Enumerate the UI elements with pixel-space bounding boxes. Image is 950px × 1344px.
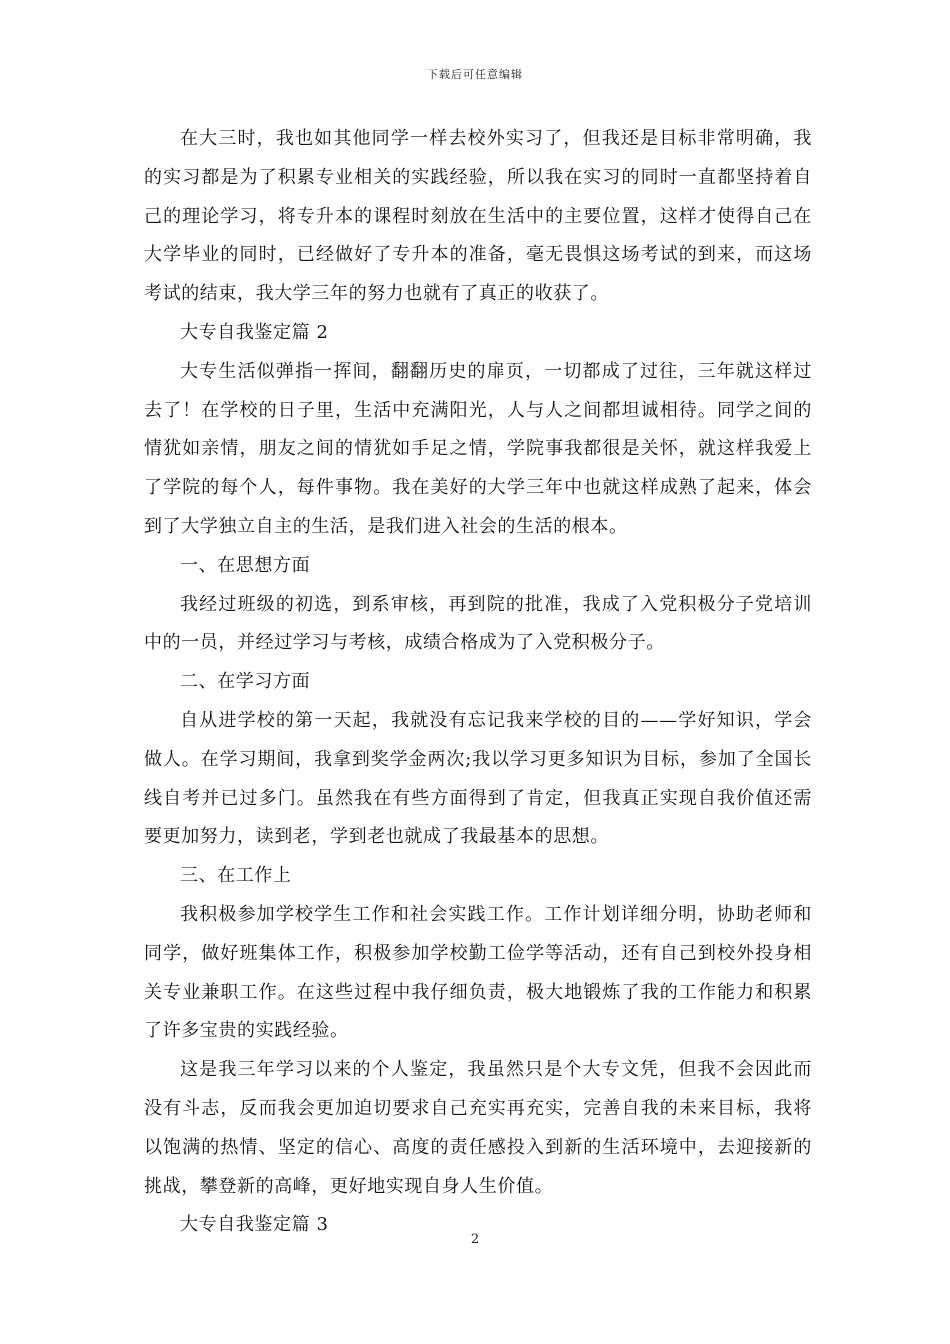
paragraph-thought: 我经过班级的初选，到系审核，再到院的批准，我成了入党积极分子党培训中的一员，并经过学习与考核，成绩合格成为了入党积极分子。 [144,593,812,654]
section-heading-part-3: 大专自我鉴定篇 3 [180,1214,329,1236]
page-header: 下载后可任意编辑 [427,68,523,81]
subheading-work: 三、在工作上 [180,865,292,887]
subheading-study: 二、在学习方面 [180,671,311,693]
paragraph-work: 我积极参加学校学生工作和社会实践工作。工作计划详细分明，协助老师和同学，做好班集体工作，积极参加学校勤工俭学等活动，还有自己到校外投身相关专业兼职工作。在这些过程中我仔细负责，极大地锻炼了我的工作能力和积累了许多宝贵的实践经验。 [144,903,812,1042]
section-heading-part-2: 大专自我鉴定篇 2 [180,321,329,343]
document-body [144,120,812,1245]
subheading-thought: 一、在思想方面 [180,554,311,576]
paragraph-conclusion: 这是我三年学习以来的个人鉴定，我虽然只是个大专文凭，但我不会因此而没有斗志，反而我会更加迫切要求自己充实再充实，完善自我的未来目标，我将以饱满的热情、坚定的信心、高度的责任感投入到新的生活环境中，去迎接新的挑战，攀登新的高峰，更好地实现自身人生价值。 [144,1059,812,1197]
paragraph-study: 自从进学校的第一天起，我就没有忘记我来学校的目的——学好知识，学会做人。在学习期间，我拿到奖学金两次;我以学习更多知识为目标，参加了全国长线自考并已过多门。虽然我在有些方面得到了肯定，但我真正实现自我价值还需要更加努力，读到老，学到老也就成了我最基本的思想。 [144,709,812,848]
paragraph-college-life: 大专生活似弹指一挥间，翻翻历史的扉页，一切都成了过往，三年就这样过去了！在学校的日子里，生活中充满阳光，人与人之间都坦诚相待。同学之间的情犹如亲情，朋友之间的情犹如手足之情，学院事我都很是关怀，就这样我爱上了学院的每个人，每件事物。我在美好的大学三年中也就这样成熟了起来，体会到了大学独立自主的生活，是我们进入社会的生活的根本。 [144,360,812,537]
paragraph-internship: 在大三时，我也如其他同学一样去校外实习了，但我还是目标非常明确，我的实习都是为了积累专业相关的实践经验，所以我在实习的同时一直都坚持着自己的理论学习，将专升本的课程时刻放在生活中的主要位置，这样才使得自己在大学毕业的同时，已经做好了专升本的准备，毫无畏惧这场考试的到来，而这场考试的结束，我大学三年的努力也就有了真正的收获了。 [144,128,812,305]
page-number: 2 [470,1232,480,1247]
